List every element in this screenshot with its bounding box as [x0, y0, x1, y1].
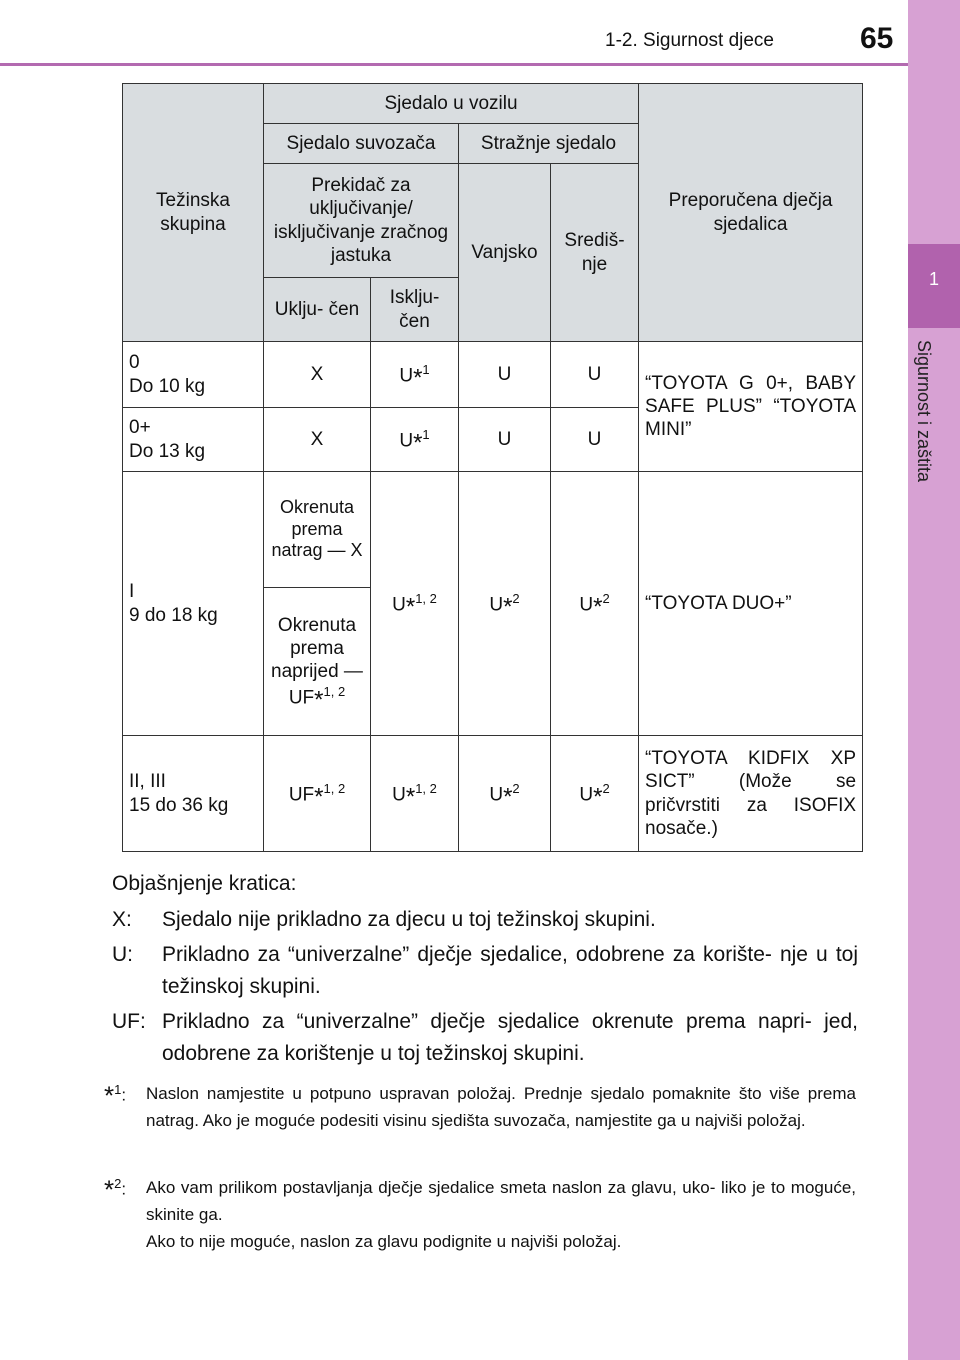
section-title: 1-2. Sigurnost djece [605, 30, 774, 51]
header-recommended-seat: Preporučena dječja sjedalica [639, 84, 863, 342]
cell-outer [459, 472, 551, 736]
star-symbol: * [593, 593, 603, 621]
legend-title: Objašnjenje kratica: [112, 872, 297, 895]
star-symbol: * [503, 783, 513, 811]
footnote-separator: : [121, 1085, 127, 1105]
group-weight: Do 10 kg [129, 375, 206, 397]
cell-middle: U [551, 342, 639, 408]
group-label: II, III [129, 771, 166, 793]
header-outer: Vanjsko [459, 164, 551, 342]
star-symbol: * [314, 783, 324, 811]
legend-text: Prikladno za “univerzalne” dječje sjedalice okrenute prema napri- jed, odobrene za korištenje u toj težinskoj skupini. [162, 1010, 858, 1065]
star-symbol: * [593, 783, 603, 811]
footnote-2 [104, 1174, 856, 1256]
group-label: 0+ [129, 417, 151, 439]
cell-middle [551, 472, 639, 736]
star-symbol: * [405, 783, 416, 811]
footnote-line: Ako vam prilikom postavljanja dječje sjedalice smeta naslon za glavu, uko- liko je to moguće, skinite ga. [146, 1178, 856, 1225]
cell-value: U [579, 784, 594, 806]
footnote-marker [104, 1080, 146, 1134]
chapter-title-vertical: Sigurnost i zaštita [914, 340, 934, 483]
footnote-ref: 2 [602, 780, 610, 796]
star-symbol: * [503, 593, 513, 621]
group-weight: 9 do 18 kg [129, 604, 218, 626]
cell-on: X [264, 408, 371, 472]
legend-key: X: [112, 907, 132, 931]
cell-on: X [264, 342, 371, 408]
star-symbol: * [413, 429, 423, 457]
table-row-group-cell [123, 736, 264, 852]
cell-value: U [399, 430, 414, 452]
footnote-text: Naslon namjestite u potpuno uspravan položaj. Prednje sjedalo pomaknite što više prema natrag. Ako je moguće podesiti visinu sjedišta suvozača, namjestite ga u najviši položaj. [146, 1084, 856, 1131]
header-middle: Središ- nje [551, 164, 639, 342]
cell-value: UF [288, 784, 315, 806]
star-symbol: * [104, 1080, 115, 1111]
chapter-number-tab: 1 [908, 244, 960, 328]
footnote-number: 2 [114, 1176, 122, 1191]
star-symbol: * [104, 1174, 115, 1205]
legend-key: UF: [112, 1010, 146, 1033]
cell-outer: U [459, 408, 551, 472]
header-airbag-switch: Prekidač za uključivanje/ isključivanje zračnog jastuka [264, 164, 459, 278]
header-weight-group: Težinska skupina [123, 84, 264, 342]
footnote-text [146, 1174, 856, 1256]
cell-recommended: “TOYOTA KIDFIX XP SICT” (Može se pričvrstiti za ISOFIX nosače.) [639, 736, 863, 852]
side-tab [908, 0, 960, 1360]
header-switch-off: Isklju- čen [371, 278, 459, 342]
cell-recommended: “TOYOTA DUO+” [639, 472, 863, 736]
cell-on-rear-facing: Okrenuta prema natrag — X [264, 472, 371, 588]
header-switch-on: Uklju- čen [264, 278, 371, 342]
group-weight: Do 13 kg [129, 440, 206, 462]
footnote-ref: 2 [602, 590, 610, 606]
page-number: 65 [860, 22, 894, 55]
group-label: 0 [129, 352, 140, 374]
cell-value: U [392, 784, 406, 806]
legend-text: Prikladno za “univerzalne” dječje sjedalice, odobrene za korište- nje u toj težinskoj skupini. [162, 943, 858, 998]
footnote-ref: 1 [422, 361, 430, 377]
cell-off [371, 342, 459, 408]
cell-outer: U [459, 342, 551, 408]
cell-middle: U [551, 408, 639, 472]
cell-off [371, 408, 459, 472]
footnote-ref: 1, 2 [323, 683, 346, 699]
legend-item [112, 939, 858, 1002]
cell-off [371, 472, 459, 736]
group-weight: 15 do 36 kg [129, 794, 229, 816]
header-passenger-seat: Sjedalo suvozača [264, 124, 459, 164]
child-seat-suitability-table [122, 83, 863, 852]
star-symbol: * [314, 685, 324, 713]
cell-recommended: “TOYOTA G 0+, BABY SAFE PLUS” “TOYOTA MINI” [639, 342, 863, 472]
table-row-group-cell [123, 472, 264, 736]
cell-on-forward-facing [264, 588, 371, 736]
footnote-ref: 2 [512, 780, 520, 796]
footnote-ref: 1, 2 [323, 780, 346, 796]
header-rule [0, 63, 910, 66]
footnote-separator: : [121, 1179, 127, 1199]
footnote-1 [104, 1080, 856, 1134]
star-symbol: * [413, 364, 423, 392]
group-label: I [129, 581, 135, 603]
footnote-marker [104, 1174, 146, 1256]
cell-value: U [579, 594, 594, 616]
table-row-group-cell [123, 408, 264, 472]
legend-item [112, 904, 858, 936]
cell-value: U [392, 594, 406, 616]
footnote-ref: 1 [422, 426, 430, 442]
legend-text: Sjedalo nije prikladno za djecu u toj težinskoj skupini. [162, 907, 656, 931]
footnote-number: 1 [114, 1082, 122, 1097]
footnote-line: Ako to nije moguće, naslon za glavu podignite u najviši položaj. [146, 1232, 622, 1252]
header-seat-in-vehicle: Sjedalo u vozilu [264, 84, 639, 124]
table-row-group-cell [123, 342, 264, 408]
cell-outer [459, 736, 551, 852]
footnote-ref: 2 [512, 590, 520, 606]
header-rear-seat: Stražnje sjedalo [459, 124, 639, 164]
cell-middle [551, 736, 639, 852]
forward-facing-label: Okrenuta prema naprijed — [271, 614, 363, 683]
star-symbol: * [405, 593, 416, 621]
legend-key: U: [112, 943, 133, 966]
cell-off [371, 736, 459, 852]
cell-value: U [489, 784, 504, 806]
legend-item [112, 1006, 858, 1069]
cell-value: U [399, 365, 414, 387]
cell-on [264, 736, 371, 852]
footnote-ref: 1, 2 [415, 590, 437, 606]
cell-value: U [489, 594, 504, 616]
footnote-ref: 1, 2 [415, 780, 437, 796]
abbreviation-legend [112, 868, 858, 1073]
cell-value: UF [288, 686, 315, 708]
